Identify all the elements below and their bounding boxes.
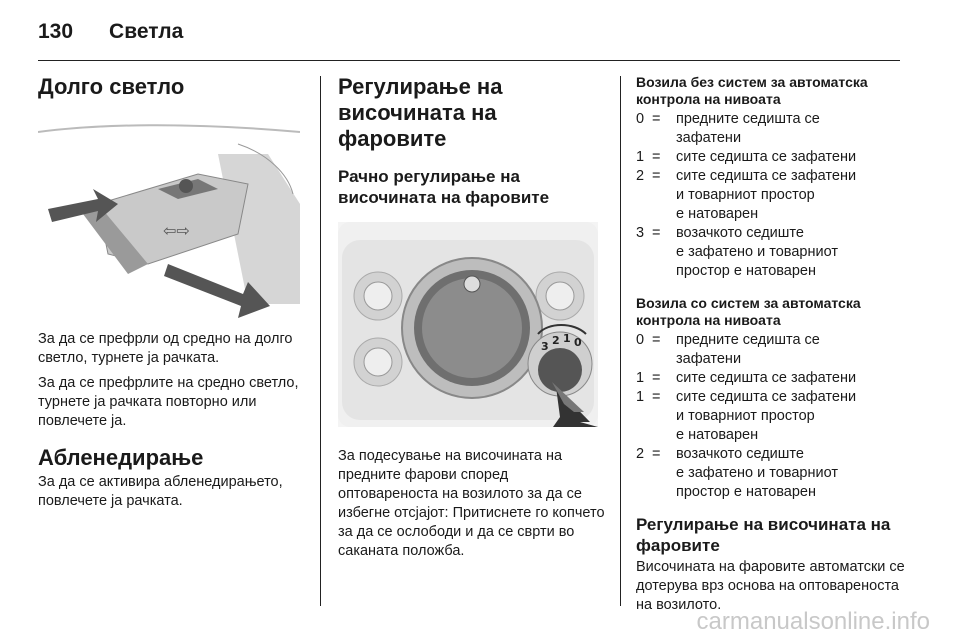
light-switch-illustration	[338, 222, 598, 427]
list-heading: Возила со систем за автоматска контрола на нивоата	[636, 295, 861, 328]
dial-label: 1	[563, 332, 571, 345]
subsection-title: Рачно регулирање на височината на фаровите	[338, 167, 550, 207]
paragraph: За да се префрли од средно на долго светло, турнете ја рачката.	[38, 331, 293, 366]
list-item: 3 = возачкото седиште е зафатено и товарниот простор е натоварен	[636, 225, 838, 279]
list-heading: Возила без систем за автоматска контрола на нивоата	[636, 74, 868, 107]
watermark: carmanualsonline.info	[696, 608, 930, 635]
page-number: 130	[38, 20, 74, 43]
column-2	[338, 74, 608, 561]
dial-label: 3	[541, 340, 549, 353]
list-item: 0 = предните седишта се зафатени	[636, 111, 820, 146]
paragraph: Височината на фаровите автоматски се дотерува врз основа на оптовареноста на возилото.	[636, 559, 905, 613]
list-item: 1 = сите седишта се зафатени	[636, 149, 857, 165]
page-header	[38, 20, 183, 50]
dial-label: 2	[552, 334, 560, 347]
list-item: 2 = сите седишта се зафатени и товарниот простор е натоварен	[636, 168, 857, 222]
section-title: Долго светло	[38, 74, 185, 99]
list-item: 2 = возачкото седиште е зафатено и товарниот простор е натоварен	[636, 446, 838, 500]
list-item: 1 = сите седишта се зафатени	[636, 370, 857, 386]
section-title: Регулирање на височината на фаровите	[338, 74, 503, 151]
seat-load-list-without-auto	[636, 110, 906, 281]
paragraph: За да се активира абленедирањето, повлечете ја рачката.	[38, 474, 283, 509]
column-3	[636, 74, 906, 615]
paragraph: За да се префрлите на средно светло, турнете ја рачката повторно или повлечете ја.	[38, 375, 299, 429]
column-divider	[620, 76, 621, 606]
list-item: 0 = предните седишта се зафатени	[636, 332, 820, 367]
paragraph: За подесување на височината на предните фарови според оптовареноста на возилото за да се избегне отсјајот: Притиснете го копчето за да се ослободи и да се сврти во саканата положба.	[338, 448, 605, 559]
chapter-title: Светла	[109, 20, 184, 43]
section-title: Абленедирање	[38, 445, 204, 470]
column-1	[38, 74, 306, 511]
list-item: 1 = сите седишта се зафатени и товарниот простор е натоварен	[636, 389, 857, 443]
column-divider	[320, 76, 321, 606]
stalk-illustration	[38, 114, 300, 320]
seat-load-list-with-auto	[636, 331, 906, 502]
svg-text:⇦⇨: ⇦⇨	[163, 221, 190, 240]
dial-label: 0	[574, 336, 582, 349]
header-rule	[38, 60, 900, 61]
subsection-title: Регулирање на височината на фаровите	[636, 515, 891, 555]
